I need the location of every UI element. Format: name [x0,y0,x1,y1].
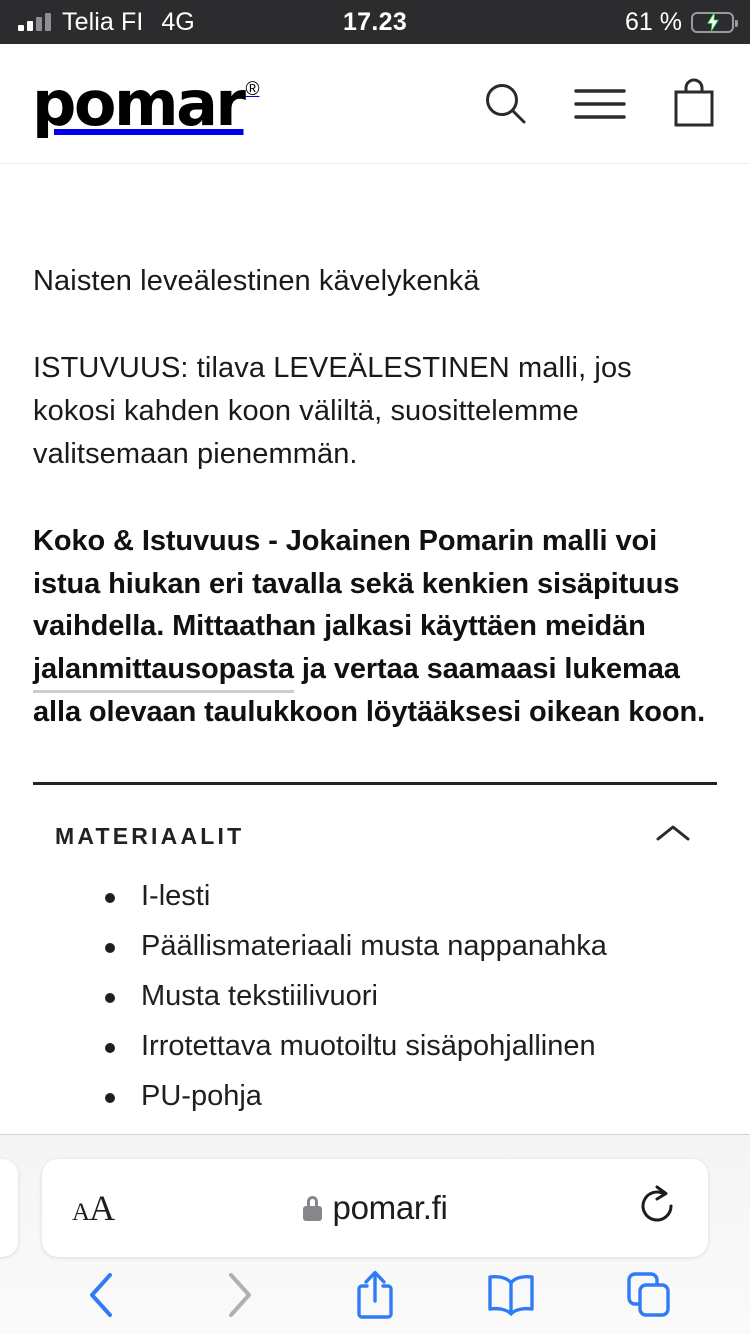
site-header [0,44,750,164]
lock-icon [303,1196,322,1221]
adjacent-tab-peek[interactable] [0,1159,18,1257]
page-content [0,164,750,1134]
carrier-label: Telia FI [62,7,144,36]
list-item: PU-pohja [105,1082,717,1111]
safari-toolbar [0,1256,750,1334]
accordion-title: MATERIAALIT [55,823,245,850]
sizing-guidance-paragraph [33,520,717,735]
header-icon-group [478,76,722,132]
battery-icon [691,12,734,33]
foot-measuring-guide-link[interactable]: jalanmittausopasta [33,653,294,693]
pomar-logo[interactable] [32,66,260,140]
shopping-bag-icon[interactable] [666,76,722,132]
url-display[interactable] [114,1189,636,1227]
fit-description-paragraph: ISTUVUUS: tilava LEVEÄLESTINEN malli, jos kokosi kahden koon väliltä, suosittelemme valitsemaan pienemmän. [33,351,632,470]
list-item: Päällismateriaali musta nappanahka [105,932,717,961]
ios-status-bar [0,0,750,44]
logo-wordmark: pomar [32,66,244,140]
forward-button [196,1264,282,1326]
charging-bolt-icon [704,13,721,32]
network-type-label: 4G [161,7,195,36]
text-size-small-a: A [72,1199,90,1226]
list-item: I-lesti [105,882,717,911]
reload-icon[interactable] [636,1184,678,1233]
sizing-text-after-link: ja vertaa saamaasi lukemaa alla olevaan taulukkoon löytääksesi oikean koon. [33,653,706,729]
registered-trademark-symbol: ® [245,78,260,100]
back-button[interactable] [59,1264,145,1326]
safari-bottom-chrome [0,1134,750,1334]
list-item: Musta tekstiilivuori [105,982,717,1011]
text-size-large-a: A [89,1188,115,1228]
text-size-button[interactable] [72,1187,114,1229]
sizing-text-before-link: Koko & Istuvuus - Jokainen Pomarin malli voi istua hiukan eri tavalla sekä kenkien sisäpituus vaihdella. Mittaathan jalkasi käyttäen meidän [33,524,680,643]
status-bar-right [625,8,734,37]
share-icon[interactable] [332,1264,418,1326]
search-icon[interactable] [478,76,534,132]
materials-list [33,882,717,1161]
clock-label: 17.23 [342,7,408,36]
hamburger-menu-icon[interactable] [572,76,628,132]
materials-accordion-header[interactable] [33,785,717,882]
bookmarks-icon[interactable] [468,1264,554,1326]
url-text: pomar.fi [332,1189,448,1226]
address-bar[interactable] [42,1159,708,1257]
tabs-icon[interactable] [605,1264,691,1326]
battery-percent-label: 61 % [625,7,682,36]
list-item: Irrotettava muotoiltu sisäpohjallinen [105,1032,717,1061]
product-subtitle: Naisten leveälestinen kävelykenkä [33,265,480,297]
chevron-up-icon[interactable] [651,821,695,852]
